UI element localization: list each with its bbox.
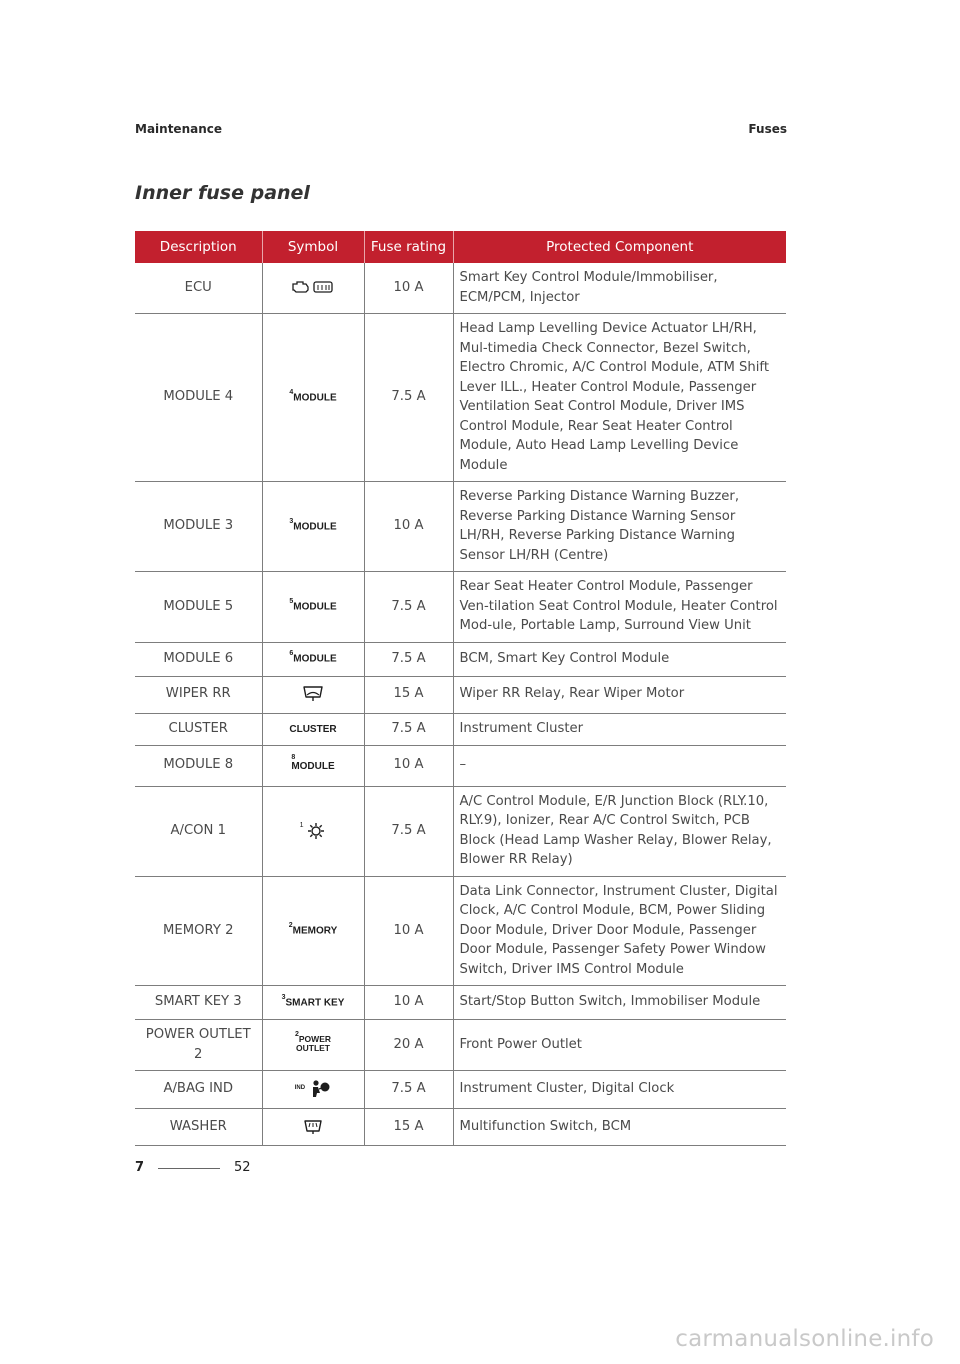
smart-key-symbol: $^3$SMART KEY bbox=[281, 993, 345, 1009]
fuse-description: A/BAG IND bbox=[135, 1071, 262, 1109]
fuse-rating: 7.5 A bbox=[364, 314, 453, 482]
fuse-symbol bbox=[262, 1020, 364, 1071]
fuse-description: A/CON 1 bbox=[135, 786, 262, 876]
table-row bbox=[135, 676, 786, 713]
column-header-description: Description bbox=[135, 231, 262, 263]
fuse-symbol bbox=[262, 642, 364, 676]
fuse-description: ECU bbox=[135, 263, 262, 314]
fuse-symbol bbox=[262, 876, 364, 986]
fuse-rating: 7.5 A bbox=[364, 572, 453, 643]
table-row bbox=[135, 745, 786, 786]
running-header-section: Maintenance bbox=[135, 122, 223, 136]
table-row bbox=[135, 1071, 786, 1109]
fuse-description: MODULE 8 bbox=[135, 745, 262, 786]
fuse-description: MODULE 6 bbox=[135, 642, 262, 676]
table-row bbox=[135, 1020, 786, 1071]
fuse-symbol bbox=[262, 314, 364, 482]
fuse-description: SMART KEY 3 bbox=[135, 986, 262, 1020]
fuse-symbol bbox=[262, 713, 364, 745]
fuse-protected-component: Head Lamp Levelling Device Actuator LH/RH, Mul-timedia Check Connector, Bezel Switch, Electro Chromic, A/C Control Module, ATM Shift Lever ILL., Heater Control Module, Passenger Ventilation Seat Control Module, Driver IMS Control Module, Rear Seat Heater Control Module, Auto Head Lamp Levelling Device Module bbox=[453, 314, 786, 482]
fuse-rating: 15 A bbox=[364, 676, 453, 713]
module-symbol: $^4$MODULE bbox=[289, 388, 337, 404]
footer-page-number: 52 bbox=[234, 1160, 251, 1175]
column-header-protected-component: Protected Component bbox=[453, 231, 786, 263]
table-row bbox=[135, 713, 786, 745]
fuse-rating: 10 A bbox=[364, 876, 453, 986]
fan-icon bbox=[306, 821, 326, 841]
fuse-rating: 10 A bbox=[364, 986, 453, 1020]
fuse-symbol bbox=[262, 263, 364, 314]
fuse-symbol bbox=[262, 745, 364, 786]
table-row bbox=[135, 876, 786, 986]
column-header-symbol: Symbol bbox=[262, 231, 364, 263]
table-row bbox=[135, 986, 786, 1020]
fuse-description: MODULE 5 bbox=[135, 572, 262, 643]
fuse-table bbox=[135, 231, 786, 1146]
fuse-description: WIPER RR bbox=[135, 676, 262, 713]
fuse-protected-component: Data Link Connector, Instrument Cluster, Digital Clock, A/C Control Module, BCM, Power Sliding Door Module, Driver Door Module, Passenger Door Module, Passenger Safety Power Window Switch, Driver IMS Control Module bbox=[453, 876, 786, 986]
table-row bbox=[135, 642, 786, 676]
cluster-symbol: CLUSTER bbox=[289, 723, 337, 735]
footer-divider bbox=[158, 1168, 220, 1169]
fuse-protected-component: A/C Control Module, E/R Junction Block (RLY.10, RLY.9), Ionizer, Rear A/C Control Switch, PCB Block (Head Lamp Washer Relay, Blower Relay, Blower RR Relay) bbox=[453, 786, 786, 876]
rear-wiper-icon bbox=[301, 684, 325, 702]
fuse-symbol bbox=[262, 986, 364, 1020]
washer-icon bbox=[302, 1116, 324, 1136]
airbag-icon bbox=[309, 1079, 331, 1099]
acon-symbol: 1 bbox=[300, 821, 327, 841]
fuse-rating: 15 A bbox=[364, 1109, 453, 1146]
footer-chapter-number: 7 bbox=[135, 1160, 145, 1175]
table-header-row bbox=[135, 231, 786, 263]
section-title: Inner fuse panel bbox=[135, 182, 310, 204]
power-outlet-symbol: $^2$POWER OUTLET bbox=[294, 1030, 332, 1053]
fuse-rating: 7.5 A bbox=[364, 642, 453, 676]
fuse-rating: 10 A bbox=[364, 745, 453, 786]
fuse-protected-component: Instrument Cluster bbox=[453, 713, 786, 745]
memory-symbol: $^2$MEMORY bbox=[288, 922, 338, 937]
fuse-symbol bbox=[262, 676, 364, 713]
engine-ecu-icon bbox=[291, 279, 335, 295]
fuse-protected-component: Multifunction Switch, BCM bbox=[453, 1109, 786, 1146]
fuse-rating: 10 A bbox=[364, 263, 453, 314]
fuse-description: CLUSTER bbox=[135, 713, 262, 745]
running-header-topic: Fuses bbox=[748, 122, 787, 136]
fuse-protected-component: BCM, Smart Key Control Module bbox=[453, 642, 786, 676]
fuse-protected-component: Start/Stop Button Switch, Immobiliser Module bbox=[453, 986, 786, 1020]
fuse-description: POWER OUTLET 2 bbox=[135, 1020, 262, 1071]
fuse-protected-component: Front Power Outlet bbox=[453, 1020, 786, 1071]
fuse-rating: 20 A bbox=[364, 1020, 453, 1071]
table-row bbox=[135, 786, 786, 876]
fuse-symbol bbox=[262, 1071, 364, 1109]
fuse-description: WASHER bbox=[135, 1109, 262, 1146]
fuse-symbol bbox=[262, 572, 364, 643]
table-row bbox=[135, 1109, 786, 1146]
table-row bbox=[135, 263, 786, 314]
fuse-description: MODULE 3 bbox=[135, 482, 262, 572]
ind-label: IND bbox=[294, 1084, 306, 1091]
fuse-protected-component: Wiper RR Relay, Rear Wiper Motor bbox=[453, 676, 786, 713]
module-symbol: 8 MODULE bbox=[291, 754, 335, 773]
fuse-protected-component: Smart Key Control Module/Immobiliser, ECM/PCM, Injector bbox=[453, 263, 786, 314]
fuse-protected-component: Instrument Cluster, Digital Clock bbox=[453, 1071, 786, 1109]
table-row bbox=[135, 482, 786, 572]
fuse-symbol bbox=[262, 786, 364, 876]
fuse-rating: 7.5 A bbox=[364, 713, 453, 745]
fuse-symbol bbox=[262, 1109, 364, 1146]
fuse-protected-component: Reverse Parking Distance Warning Buzzer, Reverse Parking Distance Warning Sensor LH/RH, Reverse Parking Distance Warning Sensor LH/RH (Centre) bbox=[453, 482, 786, 572]
module-symbol: $^3$MODULE bbox=[289, 517, 337, 533]
watermark: carmanualsonline.info bbox=[675, 1326, 934, 1352]
fuse-description: MEMORY 2 bbox=[135, 876, 262, 986]
module-symbol: $^5$MODULE bbox=[289, 598, 337, 613]
fuse-protected-component: Rear Seat Heater Control Module, Passenger Ven-tilation Seat Control Module, Heater Control Mod-ule, Portable Lamp, Surround View Unit bbox=[453, 572, 786, 643]
fuse-rating: 7.5 A bbox=[364, 786, 453, 876]
fuse-rating: 7.5 A bbox=[364, 1071, 453, 1109]
table-row bbox=[135, 572, 786, 643]
fuse-protected-component: – bbox=[453, 745, 786, 786]
fuse-rating: 10 A bbox=[364, 482, 453, 572]
module-symbol: $^6$MODULE bbox=[289, 650, 337, 665]
fuse-symbol bbox=[262, 482, 364, 572]
fuse-description: MODULE 4 bbox=[135, 314, 262, 482]
column-header-fuse-rating: Fuse rating bbox=[364, 231, 453, 263]
table-row bbox=[135, 314, 786, 482]
